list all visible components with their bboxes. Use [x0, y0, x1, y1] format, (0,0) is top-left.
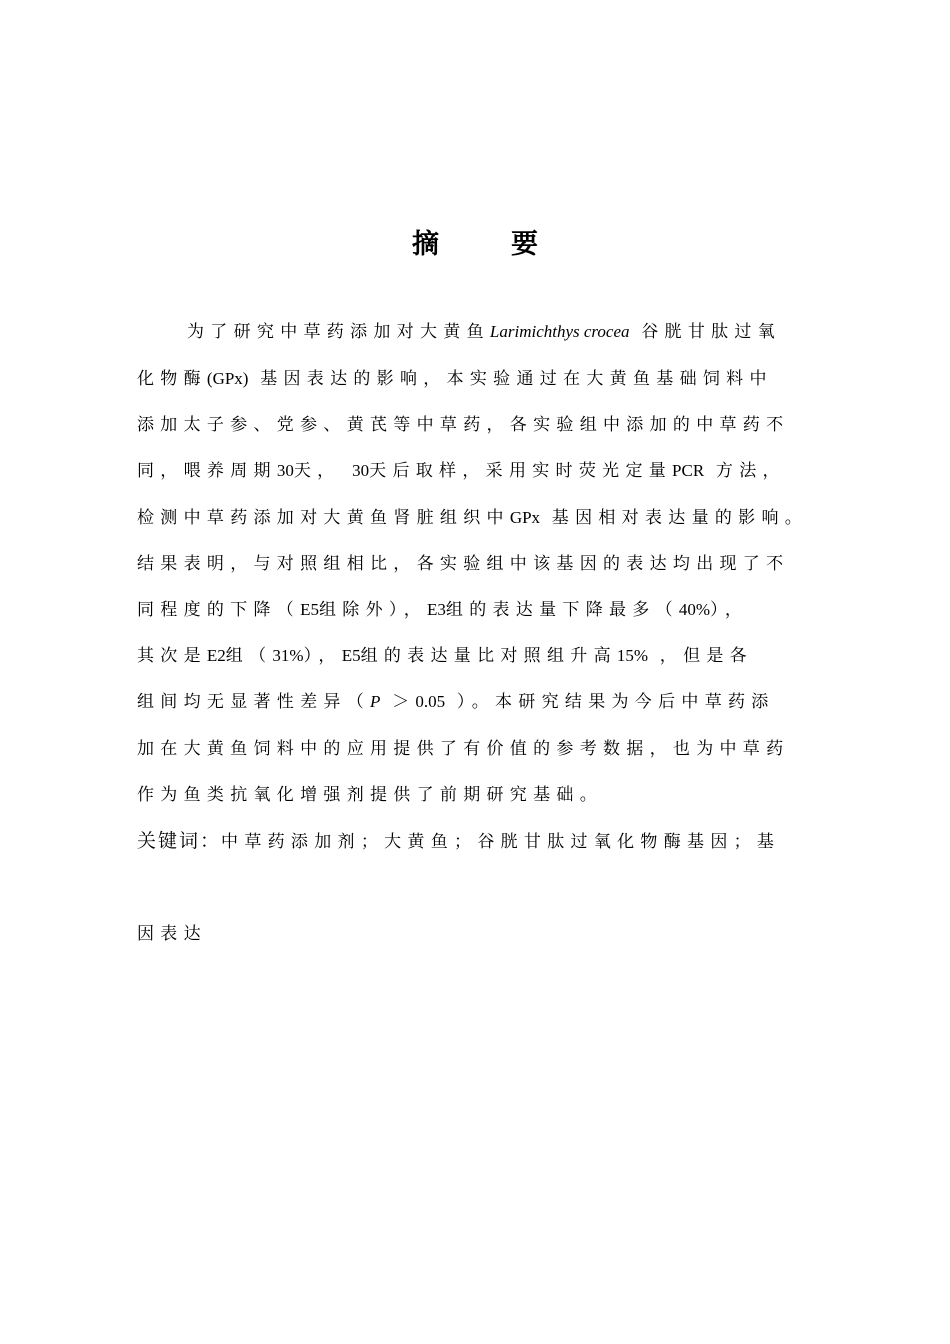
text-run: 加在大黄鱼饲料中的应用提供了有价值的参考数据，也为中草药 [137, 739, 790, 759]
text-run: 同程度的下降（ [137, 600, 301, 620]
gpx-abbrev: (GPx) [206, 369, 249, 388]
number: 30 [352, 461, 370, 480]
text-run: 为了研究中草药添加对大黄鱼 [187, 322, 490, 342]
keywords-line-1 [137, 829, 837, 854]
text-run: 结果表明，与对照组相比，各实验组中该基因的表达均出现了不 [137, 554, 790, 574]
group-label: E3 [427, 600, 446, 619]
text-run: 同，喂养周期 [137, 461, 277, 481]
text-run: 化物酶 [137, 369, 207, 389]
text-run: 作为鱼类抗氧化增强剂提供了前期研究基础。 [137, 785, 603, 805]
abstract-line-3 [137, 413, 837, 437]
abstract-line-6 [137, 552, 837, 576]
percent-value: 15% [616, 646, 649, 665]
greater-than-symbol: ＞ [392, 692, 416, 712]
abstract-line-7 [137, 598, 837, 622]
species-name: Larimichthys crocea [489, 322, 630, 341]
text-run: 组（ [225, 646, 273, 666]
text-run: ）， [303, 646, 342, 666]
title-char-1: 摘 [412, 229, 439, 260]
text-run: 组的表达量比对照组升高 [360, 646, 617, 666]
text-run: 谷胱甘肽过氧 [641, 322, 782, 342]
abstract-title [0, 222, 950, 261]
pcr-abbrev: PCR [672, 461, 705, 480]
text-run: 基因相对表达量的影响。 [551, 508, 809, 528]
percent-value: 40% [678, 600, 711, 619]
text-run: 组间均无显著性差异（ [137, 692, 370, 712]
group-label: E5 [341, 646, 361, 665]
abstract-line-8 [137, 644, 837, 668]
abstract-line-10 [137, 737, 837, 761]
text-run: ）， [710, 600, 749, 620]
text-run: 组的表达量下降最多（ [445, 600, 679, 620]
text-run: ）。本研究结果为今后中草药添 [456, 692, 775, 712]
keywords-text: 因表达 [137, 924, 207, 944]
abstract-line-2 [137, 367, 837, 391]
text-run: 检测中草药添加对大黄鱼肾脏组织中 [137, 508, 510, 528]
abstract-line-4 [137, 459, 837, 483]
gpx-abbrev: GPx [509, 508, 541, 527]
abstract-line-1 [137, 320, 887, 344]
abstract-line-11 [137, 783, 837, 807]
group-label: E5 [300, 600, 319, 619]
text-run: 天后取样，采用实时荧光定量 [369, 461, 673, 481]
abstract-line-9 [137, 690, 837, 714]
text-run: 方法， [715, 461, 786, 481]
number: 30 [276, 461, 294, 480]
text-run: ，但是各 [659, 646, 753, 666]
text-run: 添加太子参、党参、黄芪等中草药，各实验组中添加的中草药不 [137, 415, 790, 435]
title-char-2: 要 [511, 229, 538, 260]
text-run: 其次是 [137, 646, 207, 666]
group-label: E2 [206, 646, 226, 665]
p-symbol: P [370, 692, 381, 711]
text-run: 基因表达的影响，本实验通过在大黄鱼基础饲料中 [260, 369, 773, 389]
keywords-text: 中草药添加剂；大黄鱼；谷胱甘肽过氧化物酶基因；基 [221, 832, 781, 852]
text-run: 组除外）， [319, 600, 427, 620]
abstract-line-5 [137, 506, 837, 530]
keywords-line-2 [137, 922, 837, 946]
keywords-label: 关键词： [137, 830, 222, 852]
percent-value: 31% [272, 646, 304, 665]
p-value: 0.05 [415, 692, 446, 711]
text-run: 天， [293, 461, 341, 481]
